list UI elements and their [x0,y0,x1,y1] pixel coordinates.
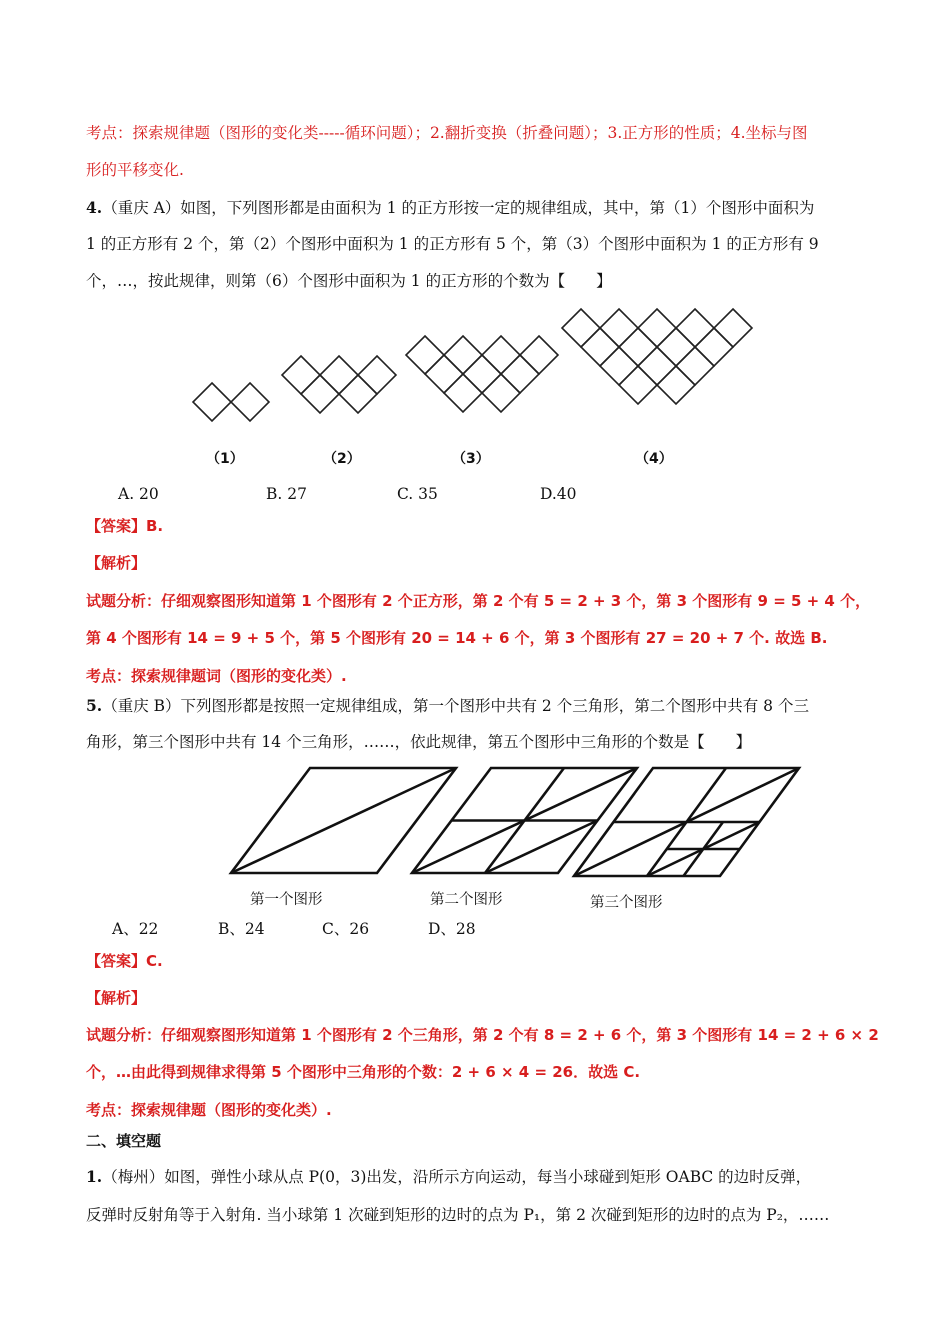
q4-number: 4. [86,198,103,217]
fill1-line-1 [86,1166,876,1188]
q4-fig-label-4: （4） [635,451,673,467]
q4-fig4-square [638,309,676,347]
q4-fig3-square [520,336,558,374]
q4-analysis-1: 试题分析：仔细观察图形知道第 1 个图形有 2 个正方形，第 2 个有 5 = 2 + 3 个，第 3 个图形有 9 = 5 + 4 个， [86,592,871,610]
q4-option-a: A. 20 [118,485,159,503]
q4-fig-label-3: （3） [452,451,490,467]
q4-fig4-square [657,366,695,404]
q5-kaodian: 考点：探索规律题（图形的变化类）. [86,1101,332,1119]
q4-fig4-square [676,309,714,347]
q4-fig3-square [406,336,444,374]
q4-fig3-square [501,355,539,393]
q5-fig-label-2: 第二个图形 [430,892,503,908]
fill1-line-2: 反弹时反射角等于入射角. 当小球第 1 次碰到矩形的边时的点为 P₁，第 2 次碰到矩形的边时的点为 P₂，…… [86,1206,830,1224]
q4-fig4-square [676,347,714,385]
q4-fig4-square [619,366,657,404]
q4-option-c: C. 35 [397,485,438,503]
q5-answer: 【答案】C. [86,952,163,970]
q5-option-a: A、22 [112,920,159,938]
q5-fig3-subdiag [647,822,760,876]
kaodian-line-1: 考点：探索规律题（图形的变化类-----循环问题）；2.翻折变换（折叠问题）；3.正方形的性质；4.坐标与图 [86,124,808,142]
q4-fig4-square [657,328,695,366]
q4-fig3-square [463,355,501,393]
q4-answer: 【答案】B. [86,517,164,535]
q4-fig3-square [444,374,482,412]
q4-fig4-square [600,347,638,385]
kaodian-line-2: 形的平移变化. [86,161,184,179]
fill1-number: 1. [86,1167,103,1186]
q4-fig2-square [282,356,320,394]
q4-fig3-square [482,336,520,374]
q4-fig4-square [562,309,600,347]
q4-fig4-square [695,328,733,366]
fill1-text-1: （梅州）如图，弹性小球从点 P(0，3)出发，沿所示方向运动，每当小球碰到矩形 OABC 的边时反弹， [102,1168,812,1186]
q4-jiexi: 【解析】 [86,554,147,572]
q4-fig2-square [320,356,358,394]
q4-fig3-square [425,355,463,393]
q5-analysis-1: 试题分析：仔细观察图形知道第 1 个图形有 2 个三角形，第 2 个有 8 = 2 + 6 个，第 3 个图形有 14 = 2 + 6 × 2 [86,1026,879,1044]
q4-fig4-square [581,328,619,366]
q4-line-3: 个，…，按此规律，则第（6）个图形中面积为 1 的正方形的个数为【 】 [86,272,612,290]
q5-fig-label-3: 第三个图形 [590,895,663,911]
q4-fig-label-1: （1） [206,451,244,467]
q5-number: 5. [86,696,103,715]
q5-text-1: （重庆 B）下列图形都是按照一定规律组成，第一个图形中共有 2 个三角形，第二个图形中共有 8 个三 [102,697,809,715]
q4-fig4-square [714,309,752,347]
q4-fig1-square [193,383,231,421]
q5-line-1 [86,695,876,717]
q4-kaodian: 考点：探索规律题词（图形的变化类）. [86,667,347,685]
q5-option-b: B、24 [218,920,265,938]
q5-option-c: C、26 [322,920,370,938]
q4-fig4-square [600,309,638,347]
q4-option-b: B. 27 [266,485,307,503]
q5-fig-label-1: 第一个图形 [250,892,323,908]
q5-analysis-2: 个，…由此得到规律求得第 5 个图形中三角形的个数：2 + 6 × 4 = 26．故选 C. [86,1063,641,1081]
q4-fig2-square [301,375,339,413]
q5-jiexi: 【解析】 [86,989,147,1007]
q4-fig-label-2: （2） [323,451,361,467]
q4-text-1: （重庆 A）如图，下列图形都是由面积为 1 的正方形按一定的规律组成，其中，第（1）个图形中面积为 [102,199,815,217]
q4-fig2-square [339,375,377,413]
q4-fig3-square [482,374,520,412]
q4-fig1-square [231,383,269,421]
q4-fig4-square [619,328,657,366]
q5-option-d: D、28 [428,920,476,938]
q4-fig2-square [358,356,396,394]
q4-fig3-square [444,336,482,374]
q4-fig4-square [638,347,676,385]
q4-option-d: D.40 [540,485,577,503]
section-title: 二、填空题 [86,1132,162,1150]
q5-line-2: 角形，第三个图形中共有 14 个三角形，……，依此规律，第五个图形中三角形的个数是【 】 [86,733,752,751]
q4-analysis-2: 第 4 个图形有 14 = 9 + 5 个，第 5 个图形有 20 = 14 + 6 个，第 3 个图形有 27 = 20 + 7 个. 故选 B. [86,629,828,647]
q4-line-2: 1 的正方形有 2 个，第（2）个图形中面积为 1 的正方形有 5 个，第（3）个图形中面积为 1 的正方形有 9 [86,235,819,253]
